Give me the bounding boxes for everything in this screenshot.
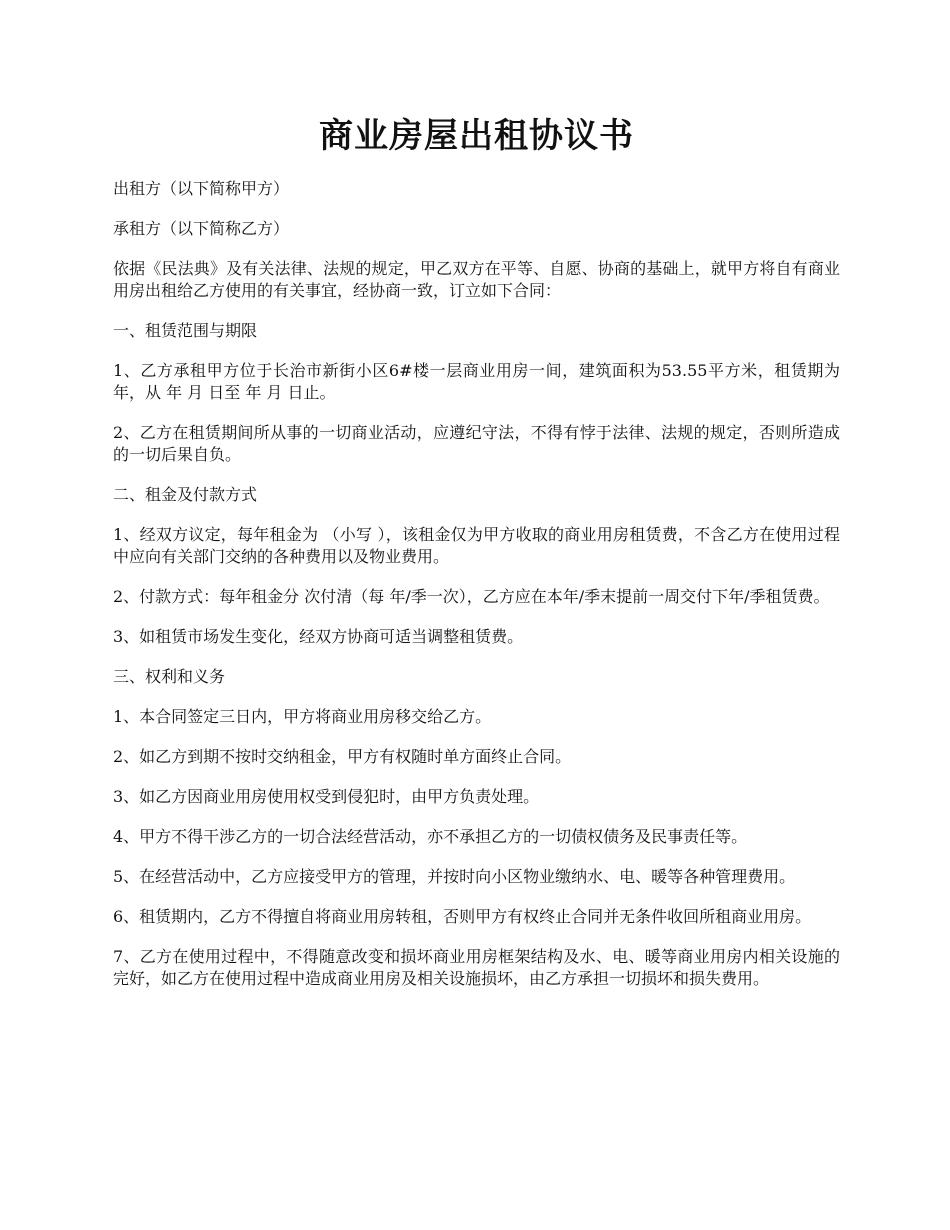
clause-3-5: 5、在经营活动中，乙方应接受甲方的管理，并按时向小区物业缴纳水、电、暖等各种管理费用。 — [113, 867, 796, 886]
party-lessor: 出租方（以下简称甲方） — [113, 179, 290, 198]
clause-3-7: 7、乙方在使用过程中，不得随意改变和损坏商业用房框架结构及水、电、暖等商业用房内相关设施的完好，如乙方在使用过程中造成商业用房及相关设施损坏，由乙方承担一切损坏和损失费用。 — [113, 947, 840, 988]
section-heading-3: 三、权利和义务 — [113, 667, 226, 686]
party-lessee: 承租方（以下简称乙方） — [113, 219, 290, 238]
preamble: 依据《民法典》及有关法律、法规的规定，甲乙双方在平等、自愿、协商的基础上，就甲方将自有商业用房出租给乙方使用的有关事宜，经协商一致，订立如下合同： — [113, 259, 840, 300]
clause-3-3: 3、如乙方因商业用房使用权受到侵犯时，由甲方负责处理。 — [113, 787, 540, 806]
clause-1-2: 2、乙方在租赁期间所从事的一切商业活动，应遵纪守法，不得有悖于法律、法规的规定，否则所造成的一切后果自负。 — [113, 423, 840, 464]
section-heading-1: 一、租赁范围与期限 — [113, 321, 258, 340]
clause-3-4: 4、甲方不得干涉乙方的一切合法经营活动，亦不承担乙方的一切债权债务及民事责任等。 — [113, 827, 748, 846]
clause-3-2: 2、如乙方到期不按时交纳租金，甲方有权随时单方面终止合同。 — [113, 747, 572, 766]
document-body — [113, 178, 840, 1008]
clause-3-6: 6、租赁期内，乙方不得擅自将商业用房转租，否则甲方有权终止合同并无条件收回所租商业用房。 — [113, 907, 812, 926]
section-heading-2: 二、租金及付款方式 — [113, 485, 258, 504]
clause-3-1: 1、本合同签定三日内，甲方将商业用房移交给乙方。 — [113, 707, 492, 726]
clause-1-1: 1、乙方承租甲方位于长治市新街小区6#楼一层商业用房一间，建筑面积为53.55平方米，租赁期为 年，从 年 月 日至 年 月 日止。 — [113, 361, 840, 402]
clause-2-3: 3、如租赁市场发生变化，经双方协商可适当调整租赁费。 — [113, 627, 524, 646]
document-title: 商业房屋出租协议书 — [319, 116, 634, 156]
clause-2-2: 2、付款方式：每年租金分 次付清（每 年/季一次），乙方应在本年/季末提前一周交付下年/季租赁费。 — [113, 587, 830, 606]
clause-2-1: 1、经双方议定，每年租金为 （小写 ），该租金仅为甲方收取的商业用房租赁费，不含乙方在使用过程中应向有关部门交纳的各种费用以及物业费用。 — [113, 525, 840, 566]
